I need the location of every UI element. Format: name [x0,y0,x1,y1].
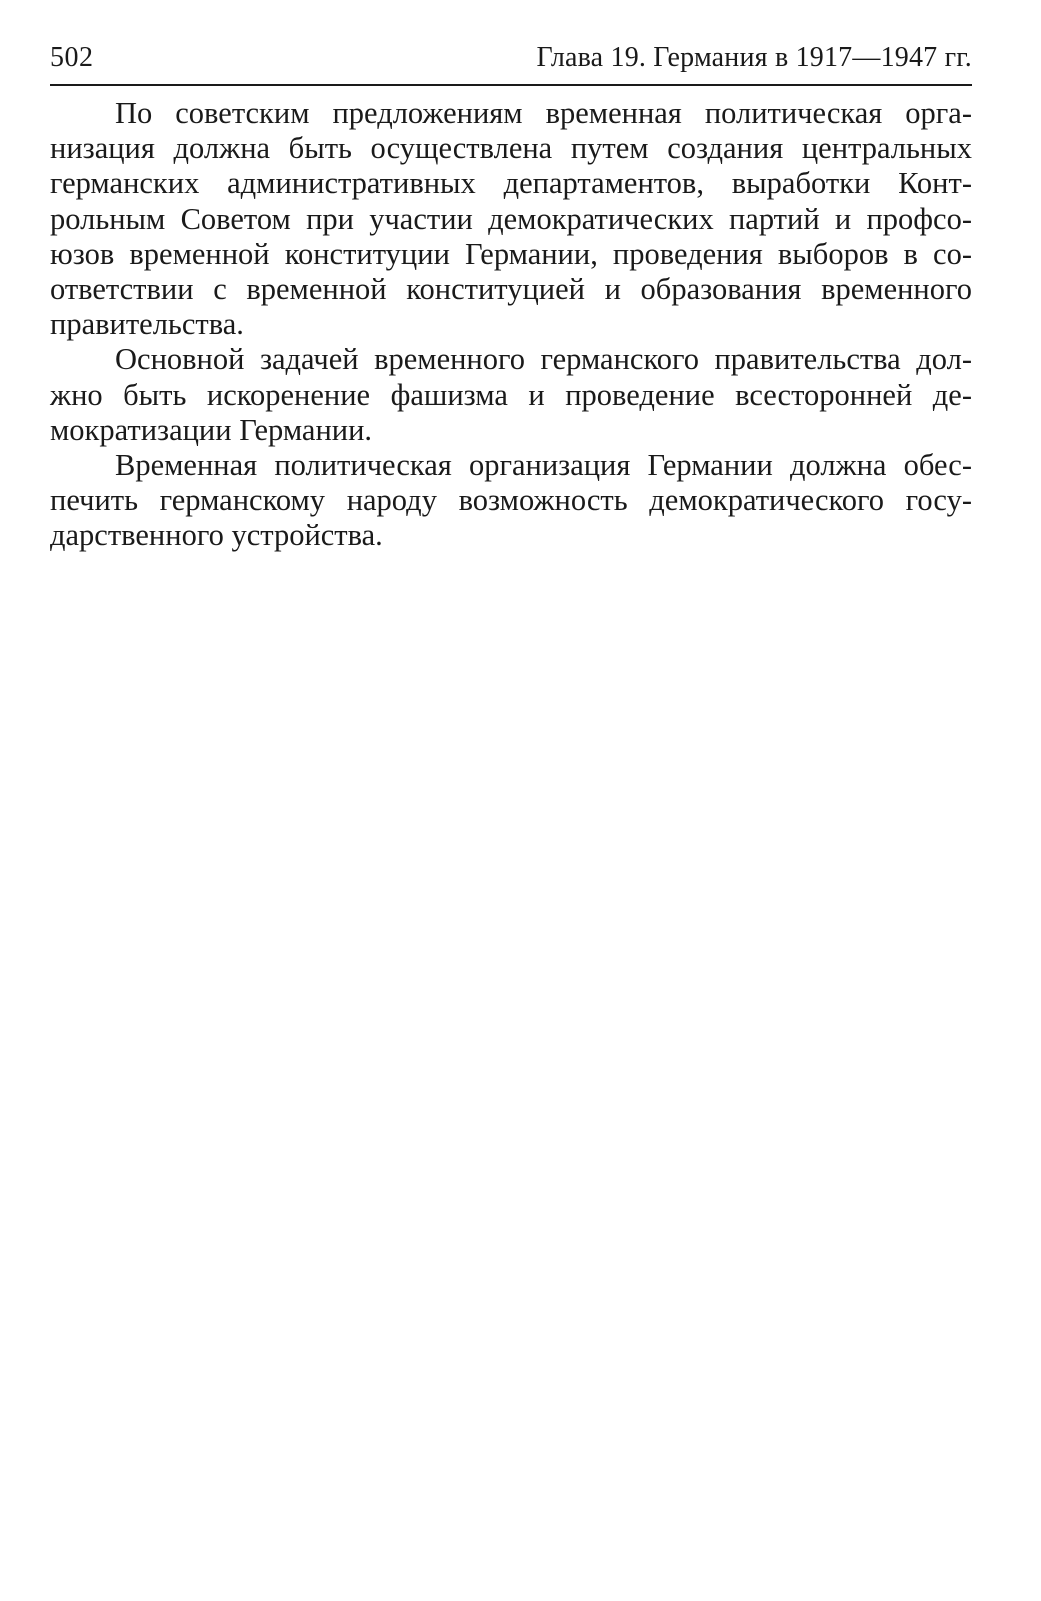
page-number: 502 [50,42,94,73]
chapter-title: Глава 19. Германия в 1917—1947 гг. [536,42,972,73]
paragraph-1: По советским предложениям временная политическая организация должна быть осуществлена путем создания центральных германских административных департаментов, выработки Контрольным Советом при участии демократических партий и профсоюзов временной конституции Германии, проведения выборов в соответствии с временной конституцией и образования временного правительства. [50,96,972,342]
paragraph-3: Временная политическая организация Германии должна обеспечить германскому народу возможность демократического государственного устройства. [50,448,972,553]
body-text [50,96,972,554]
paragraph-2: Основной задачей временного германского правительства должно быть искоренение фашизма и проведение всесторонней демократизации Германии. [50,342,972,447]
running-head [50,38,972,86]
book-page [50,38,972,554]
